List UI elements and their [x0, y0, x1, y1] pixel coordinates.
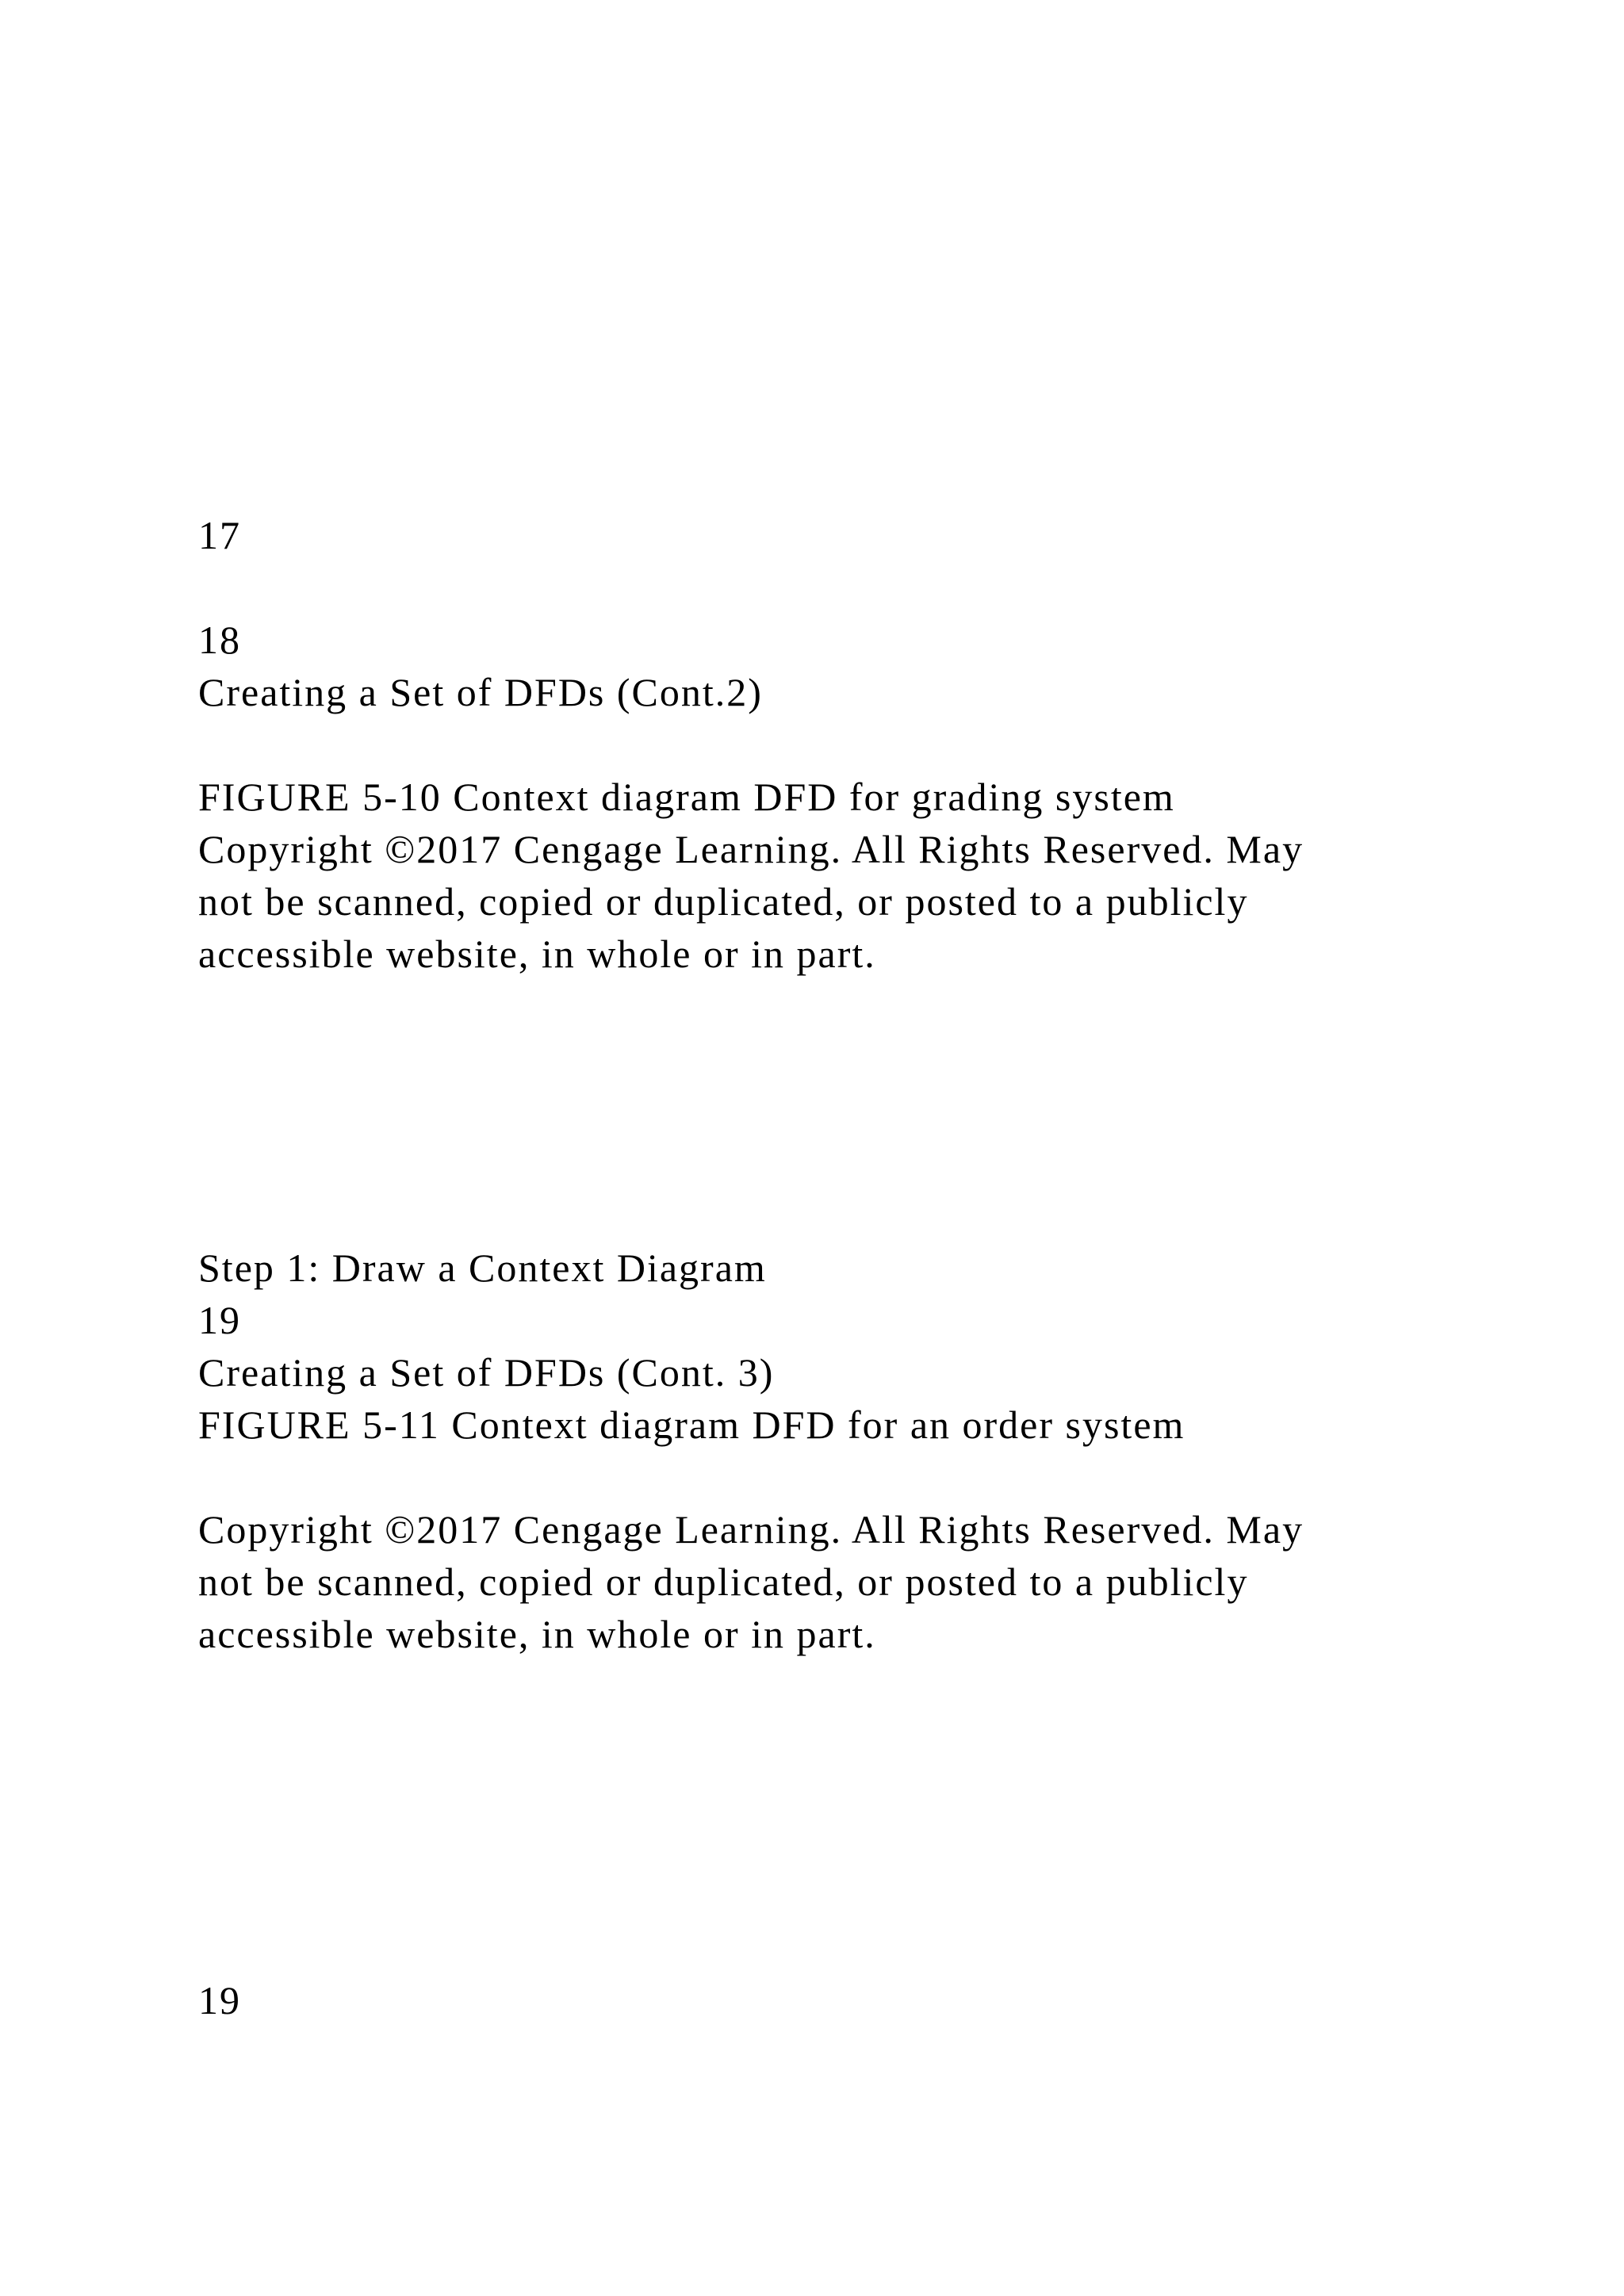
copyright-line: Copyright ©2017 Cengage Learning. All Rights Reserved. May [198, 1507, 1304, 1552]
slide-title: Creating a Set of DFDs (Cont.2) [198, 670, 763, 714]
page-number: 17 [198, 513, 241, 557]
step-heading: Step 1: Draw a Context Diagram [198, 1246, 767, 1290]
slide-number: 19 [198, 1298, 241, 1342]
copyright-line: not be scanned, copied or duplicated, or posted to a publicly [198, 1559, 1249, 1604]
copyright-line: Copyright ©2017 Cengage Learning. All Rights Reserved. May [198, 827, 1304, 871]
copyright-line: not be scanned, copied or duplicated, or posted to a publicly [198, 879, 1249, 924]
page-number: 19 [198, 1978, 241, 2022]
figure-caption: FIGURE 5-11 Context diagram DFD for an order system [198, 1402, 1185, 1447]
slide-number: 18 [198, 618, 241, 662]
slide-title: Creating a Set of DFDs (Cont. 3) [198, 1350, 775, 1395]
copyright-line: accessible website, in whole or in part. [198, 1612, 876, 1656]
figure-caption: FIGURE 5-10 Context diagram DFD for grading system [198, 775, 1175, 819]
copyright-line: accessible website, in whole or in part. [198, 932, 876, 976]
